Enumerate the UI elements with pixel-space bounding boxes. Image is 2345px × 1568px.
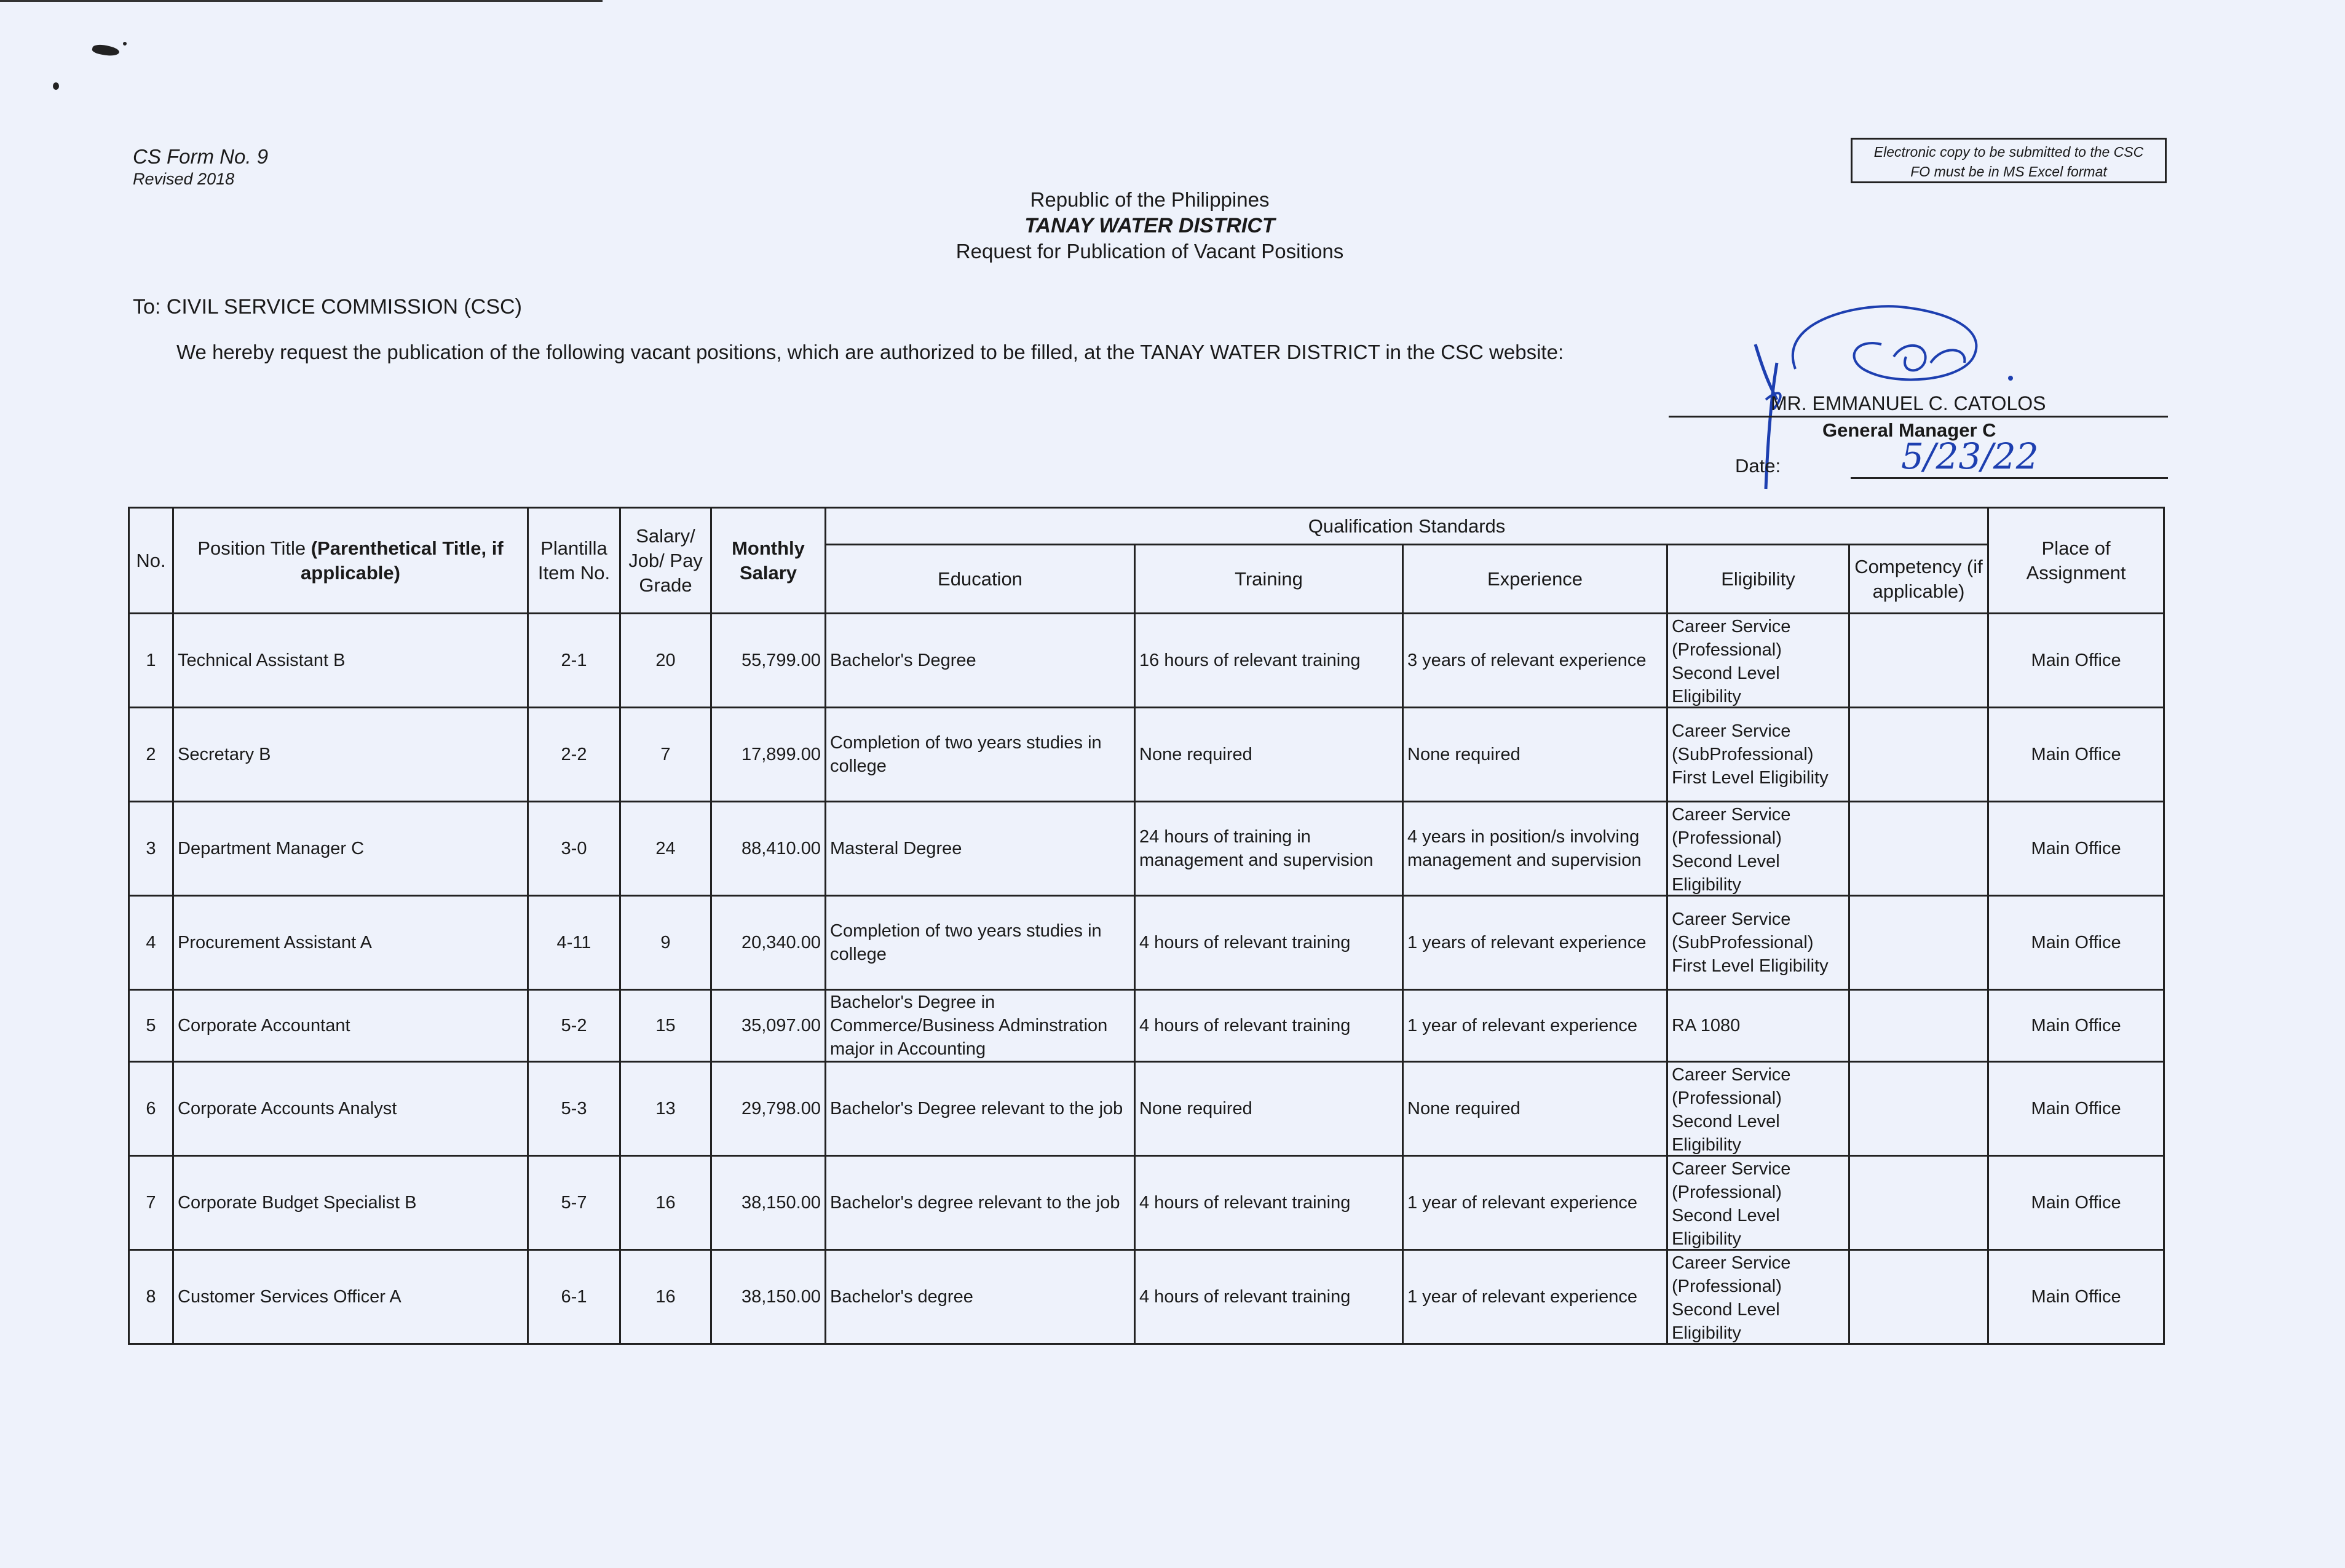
- cell-no: 3: [129, 802, 173, 896]
- header-eligibility: Eligibility: [1667, 545, 1849, 614]
- cell-plantilla: 5-3: [528, 1062, 620, 1156]
- table-row: [129, 1250, 2164, 1344]
- cell-education: Masteral Degree: [826, 802, 1135, 896]
- scan-speck: [53, 82, 59, 90]
- cell-eligibility: Career Service (SubProfessional) First Level Eligibility: [1667, 896, 1849, 990]
- cell-experience: 1 year of relevant experience: [1403, 1156, 1667, 1250]
- form-number: CS Form No. 9: [133, 145, 269, 168]
- cell-experience: 4 years in position/s involving management and supervision: [1403, 802, 1667, 896]
- cell-no: 5: [129, 990, 173, 1062]
- cell-no: 6: [129, 1062, 173, 1156]
- cell-training: 4 hours of relevant training: [1135, 990, 1403, 1062]
- cell-training: 4 hours of relevant training: [1135, 1156, 1403, 1250]
- cell-eligibility: Career Service (Professional) Second Level Eligibility: [1667, 1062, 1849, 1156]
- table-row: [129, 896, 2164, 990]
- cell-no: 2: [129, 708, 173, 802]
- header-monthly-salary: Monthly Salary: [711, 508, 826, 614]
- cell-competency: [1849, 896, 1988, 990]
- header-place: Place of Assignment: [1988, 508, 2164, 614]
- cell-grade: 9: [620, 896, 711, 990]
- signatory-title: General Manager C: [1822, 419, 1996, 441]
- cell-salary: 38,150.00: [711, 1250, 826, 1344]
- cell-plantilla: 5-2: [528, 990, 620, 1062]
- cell-plantilla: 2-2: [528, 708, 620, 802]
- cell-position-title: Department Manager C: [173, 802, 528, 896]
- addressee: To: CIVIL SERVICE COMMISSION (CSC): [133, 295, 522, 319]
- signatory-name: MR. EMMANUEL C. CATOLOS: [1771, 392, 2046, 414]
- cell-position-title: Corporate Accounts Analyst: [173, 1062, 528, 1156]
- cell-competency: [1849, 802, 1988, 896]
- cell-grade: 20: [620, 614, 711, 708]
- agency-name: TANAY WATER DISTRICT: [1024, 214, 1275, 237]
- cell-competency: [1849, 990, 1988, 1062]
- vacant-positions-table: [128, 507, 2165, 1345]
- cell-plantilla: 2-1: [528, 614, 620, 708]
- cell-experience: None required: [1403, 708, 1667, 802]
- scan-speck: [92, 43, 120, 58]
- cell-plantilla: 5-7: [528, 1156, 620, 1250]
- scan-speck: [123, 42, 127, 46]
- cell-eligibility: Career Service (Professional) Second Level Eligibility: [1667, 614, 1849, 708]
- cell-eligibility: Career Service (SubProfessional) First Level Eligibility: [1667, 708, 1849, 802]
- cell-education: Bachelor's degree: [826, 1250, 1135, 1344]
- header-qualification-standards: Qualification Standards: [826, 508, 1988, 545]
- cell-training: 24 hours of training in management and supervision: [1135, 802, 1403, 896]
- cell-education: Completion of two years studies in college: [826, 708, 1135, 802]
- cell-training: None required: [1135, 1062, 1403, 1156]
- table-row: [129, 1156, 2164, 1250]
- cell-place: Main Office: [1988, 1250, 2164, 1344]
- cell-plantilla: 4-11: [528, 896, 620, 990]
- cell-salary: 20,340.00: [711, 896, 826, 990]
- cell-eligibility: RA 1080: [1667, 990, 1849, 1062]
- cell-grade: 16: [620, 1250, 711, 1344]
- cell-position-title: Corporate Budget Specialist B: [173, 1156, 528, 1250]
- header-no: No.: [129, 508, 173, 614]
- cell-no: 7: [129, 1156, 173, 1250]
- cell-eligibility: Career Service (Professional) Second Level Eligibility: [1667, 802, 1849, 896]
- header-salary-grade: Salary/ Job/ Pay Grade: [620, 508, 711, 614]
- cell-no: 1: [129, 614, 173, 708]
- cell-no: 8: [129, 1250, 173, 1344]
- scan-edge-line: [0, 0, 603, 2]
- cell-training: 4 hours of relevant training: [1135, 1250, 1403, 1344]
- header-training: Training: [1135, 545, 1403, 614]
- header-experience: Experience: [1403, 545, 1667, 614]
- document-header: [738, 187, 1562, 264]
- cell-place: Main Office: [1988, 896, 2164, 990]
- cell-training: 16 hours of relevant training: [1135, 614, 1403, 708]
- republic-line: Republic of the Philippines: [1030, 188, 1270, 211]
- cell-plantilla: 6-1: [528, 1250, 620, 1344]
- cell-grade: 7: [620, 708, 711, 802]
- table-row: [129, 1062, 2164, 1156]
- document-title: Request for Publication of Vacant Positions: [955, 240, 1344, 263]
- cell-salary: 88,410.00: [711, 802, 826, 896]
- cell-place: Main Office: [1988, 614, 2164, 708]
- cell-no: 4: [129, 896, 173, 990]
- cell-salary: 35,097.00: [711, 990, 826, 1062]
- cell-position-title: Technical Assistant B: [173, 614, 528, 708]
- header-education: Education: [826, 545, 1135, 614]
- cell-experience: 1 year of relevant experience: [1403, 990, 1667, 1062]
- cell-place: Main Office: [1988, 1156, 2164, 1250]
- electronic-copy-note: [1851, 138, 2167, 183]
- table-row: [129, 614, 2164, 708]
- cell-education: Bachelor's Degree: [826, 614, 1135, 708]
- handwritten-date: 5/23/22: [1901, 435, 2039, 477]
- cell-training: None required: [1135, 708, 1403, 802]
- cell-competency: [1849, 614, 1988, 708]
- header-position-title: Position Title (Parenthetical Title, if applicable): [173, 508, 528, 614]
- cell-eligibility: Career Service (Professional) Second Level Eligibility: [1667, 1250, 1849, 1344]
- cell-position-title: Corporate Accountant: [173, 990, 528, 1062]
- cell-experience: 3 years of relevant experience: [1403, 614, 1667, 708]
- cell-place: Main Office: [1988, 708, 2164, 802]
- cell-eligibility: Career Service (Professional) Second Level Eligibility: [1667, 1156, 1849, 1250]
- signature-line: [1669, 416, 2168, 418]
- cell-education: Bachelor's Degree relevant to the job: [826, 1062, 1135, 1156]
- cell-position-title: Secretary B: [173, 708, 528, 802]
- cell-place: Main Office: [1988, 990, 2164, 1062]
- cell-experience: 1 years of relevant experience: [1403, 896, 1667, 990]
- cell-position-title: Customer Services Officer A: [173, 1250, 528, 1344]
- cell-training: 4 hours of relevant training: [1135, 896, 1403, 990]
- cell-place: Main Office: [1988, 802, 2164, 896]
- cell-salary: 17,899.00: [711, 708, 826, 802]
- cell-place: Main Office: [1988, 1062, 2164, 1156]
- request-statement: We hereby request the publication of the following vacant positions, which are authorized to be filled, at the TANAY WATER DISTRICT in the CSC website:: [176, 341, 1564, 363]
- header-competency: Competency (if applicable): [1849, 545, 1988, 614]
- cell-competency: [1849, 1250, 1988, 1344]
- cell-salary: 29,798.00: [711, 1062, 826, 1156]
- date-label: Date:: [1735, 455, 1781, 477]
- cell-competency: [1849, 708, 1988, 802]
- cell-education: Completion of two years studies in college: [826, 896, 1135, 990]
- cell-salary: 38,150.00: [711, 1156, 826, 1250]
- cell-education: Bachelor's Degree in Commerce/Business Adminstration major in Accounting: [826, 990, 1135, 1062]
- electronic-note-line1: Electronic copy to be submitted to the CSC: [1873, 144, 2144, 160]
- cell-plantilla: 3-0: [528, 802, 620, 896]
- cell-salary: 55,799.00: [711, 614, 826, 708]
- form-revision: Revised 2018: [133, 170, 235, 188]
- cell-grade: 16: [620, 1156, 711, 1250]
- cell-grade: 15: [620, 990, 711, 1062]
- cell-education: Bachelor's degree relevant to the job: [826, 1156, 1135, 1250]
- header-plantilla: Plantilla Item No.: [528, 508, 620, 614]
- cell-competency: [1849, 1156, 1988, 1250]
- cell-grade: 13: [620, 1062, 711, 1156]
- cell-grade: 24: [620, 802, 711, 896]
- table-row: [129, 708, 2164, 802]
- date-line: [1851, 477, 2168, 479]
- table-row: [129, 990, 2164, 1062]
- cell-experience: 1 year of relevant experience: [1403, 1250, 1667, 1344]
- cell-position-title: Procurement Assistant A: [173, 896, 528, 990]
- cell-experience: None required: [1403, 1062, 1667, 1156]
- table-row: [129, 802, 2164, 896]
- electronic-note-line2: FO must be in MS Excel format: [1910, 164, 2107, 180]
- cell-competency: [1849, 1062, 1988, 1156]
